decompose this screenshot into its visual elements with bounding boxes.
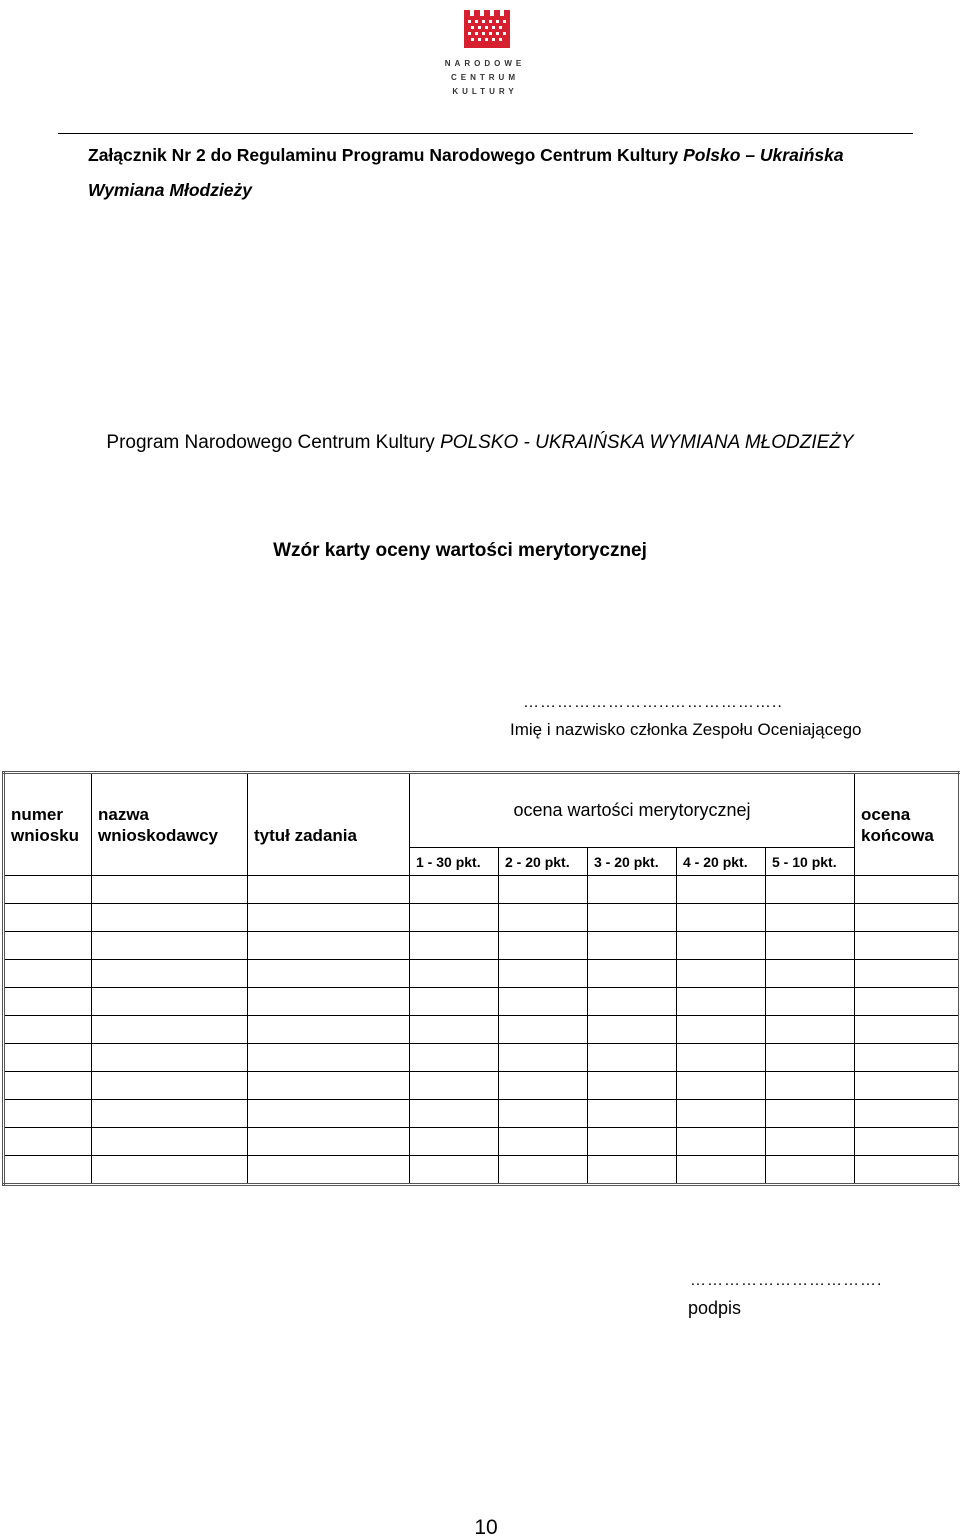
cell[interactable]	[855, 1100, 960, 1128]
cell[interactable]	[92, 988, 248, 1016]
table-row	[4, 960, 960, 988]
cell[interactable]	[248, 904, 410, 932]
cell[interactable]	[766, 988, 855, 1016]
cell[interactable]	[410, 1072, 499, 1100]
logo-line-1: NARODOWE	[444, 59, 526, 68]
cell[interactable]	[92, 960, 248, 988]
cell[interactable]	[588, 1156, 677, 1185]
cell[interactable]	[410, 932, 499, 960]
cell[interactable]	[588, 988, 677, 1016]
cell[interactable]	[855, 1044, 960, 1072]
cell[interactable]	[588, 1072, 677, 1100]
cell[interactable]	[677, 1100, 766, 1128]
header-nazwa-line2: wnioskodawcy	[98, 826, 218, 845]
cell[interactable]	[855, 988, 960, 1016]
annex-heading	[88, 138, 928, 208]
cell[interactable]	[4, 988, 92, 1016]
header-nazwa-line1: nazwa	[98, 805, 150, 824]
header-sub-2: 2 - 20 pkt.	[499, 848, 588, 876]
cell[interactable]	[677, 1044, 766, 1072]
cell[interactable]	[410, 876, 499, 904]
cell[interactable]	[588, 932, 677, 960]
table-row	[4, 1072, 960, 1100]
cell[interactable]	[766, 932, 855, 960]
cell[interactable]	[855, 932, 960, 960]
cell[interactable]	[855, 1128, 960, 1156]
cell[interactable]	[410, 988, 499, 1016]
cell[interactable]	[677, 960, 766, 988]
cell[interactable]	[588, 1044, 677, 1072]
cell[interactable]	[499, 1100, 588, 1128]
header-nazwa	[92, 773, 248, 876]
header-tytul: tytuł zadania	[248, 773, 410, 876]
table-row	[4, 932, 960, 960]
cell[interactable]	[766, 1156, 855, 1185]
cell[interactable]	[410, 1044, 499, 1072]
cell[interactable]	[410, 1128, 499, 1156]
cell[interactable]	[4, 1016, 92, 1044]
cell[interactable]	[588, 1100, 677, 1128]
cell[interactable]	[499, 960, 588, 988]
table-row	[4, 1156, 960, 1185]
header-numer-line1: numer	[11, 805, 63, 824]
cell[interactable]	[677, 904, 766, 932]
annex-italic-1: Polsko – Ukraińska	[683, 145, 844, 165]
program-title	[0, 432, 960, 454]
cell[interactable]	[766, 904, 855, 932]
program-prefix: Program Narodowego Centrum Kultury	[106, 432, 441, 453]
cell[interactable]	[92, 876, 248, 904]
signature-dots: …………………………….	[690, 1272, 883, 1289]
header-koncowa	[855, 773, 960, 876]
cell[interactable]	[499, 988, 588, 1016]
cell[interactable]	[855, 904, 960, 932]
cell[interactable]	[92, 1100, 248, 1128]
cell[interactable]	[4, 1100, 92, 1128]
table-row	[4, 904, 960, 932]
header-numer	[4, 773, 92, 876]
cell[interactable]	[248, 1156, 410, 1185]
cell[interactable]	[855, 1156, 960, 1185]
logo-line-2: CENTRUM	[451, 73, 519, 82]
cell[interactable]	[855, 960, 960, 988]
card-title: Wzór karty oceny wartości merytorycznej	[273, 540, 647, 561]
cell[interactable]	[766, 1100, 855, 1128]
header-rule	[58, 133, 913, 134]
cell[interactable]	[499, 1128, 588, 1156]
cell[interactable]	[677, 1156, 766, 1185]
cell[interactable]	[4, 1156, 92, 1185]
table-row	[4, 1128, 960, 1156]
cell[interactable]	[499, 1016, 588, 1044]
cell[interactable]	[248, 1072, 410, 1100]
cell[interactable]	[410, 1016, 499, 1044]
cell[interactable]	[92, 1128, 248, 1156]
cell[interactable]	[92, 1072, 248, 1100]
header-sub-4: 4 - 20 pkt.	[677, 848, 766, 876]
nck-logo	[420, 6, 550, 98]
cell[interactable]	[588, 960, 677, 988]
page-number: 10	[474, 1516, 498, 1539]
cell[interactable]	[4, 1044, 92, 1072]
cell[interactable]	[766, 1128, 855, 1156]
table-row	[4, 876, 960, 904]
cell[interactable]	[4, 876, 92, 904]
cell[interactable]	[677, 1128, 766, 1156]
cell[interactable]	[766, 876, 855, 904]
header-ocena-group: ocena wartości merytorycznej	[410, 773, 855, 848]
cell[interactable]	[677, 876, 766, 904]
cell[interactable]	[248, 960, 410, 988]
signature-label: podpis	[688, 1298, 742, 1318]
evaluator-label: Imię i nazwisko członka Zespołu Oceniającego	[510, 720, 862, 739]
cell[interactable]	[248, 1100, 410, 1128]
annex-italic-2: Wymiana Młodzieży	[88, 180, 253, 200]
table-row	[4, 988, 960, 1016]
cell[interactable]	[410, 904, 499, 932]
cell[interactable]	[4, 1128, 92, 1156]
nck-logo-mark-icon	[420, 6, 550, 58]
cell[interactable]	[766, 1044, 855, 1072]
evaluator-dots: ……………………..………………..	[523, 694, 783, 711]
cell[interactable]	[92, 904, 248, 932]
cell[interactable]	[248, 932, 410, 960]
cell[interactable]	[92, 1016, 248, 1044]
cell[interactable]	[677, 932, 766, 960]
cell[interactable]	[499, 1072, 588, 1100]
logo-line-3: KULTURY	[452, 87, 518, 96]
cell[interactable]	[248, 1044, 410, 1072]
cell[interactable]	[499, 932, 588, 960]
cell[interactable]	[499, 904, 588, 932]
header-sub-3: 3 - 20 pkt.	[588, 848, 677, 876]
cell[interactable]	[4, 932, 92, 960]
cell[interactable]	[410, 1100, 499, 1128]
cell[interactable]	[588, 876, 677, 904]
header-numer-line2: wniosku	[11, 826, 80, 845]
cell[interactable]	[4, 1072, 92, 1100]
cell[interactable]	[248, 1128, 410, 1156]
header-koncowa-line2: końcowa	[861, 826, 934, 845]
cell[interactable]	[677, 988, 766, 1016]
cell[interactable]	[410, 960, 499, 988]
cell[interactable]	[410, 1156, 499, 1185]
cell[interactable]	[677, 1072, 766, 1100]
cell[interactable]	[248, 988, 410, 1016]
cell[interactable]	[855, 1016, 960, 1044]
cell[interactable]	[855, 876, 960, 904]
cell[interactable]	[499, 1156, 588, 1185]
evaluation-table	[2, 771, 958, 1184]
cell[interactable]	[677, 1016, 766, 1044]
cell[interactable]	[766, 1016, 855, 1044]
cell[interactable]	[4, 904, 92, 932]
table-row	[4, 1016, 960, 1044]
cell[interactable]	[766, 1072, 855, 1100]
table-row	[4, 1100, 960, 1128]
cell[interactable]	[766, 960, 855, 988]
cell[interactable]	[92, 1156, 248, 1185]
program-italic: POLSKO - UKRAIŃSKA WYMIANA MŁODZIEŻY	[440, 432, 854, 453]
header-sub-5: 5 - 10 pkt.	[766, 848, 855, 876]
cell[interactable]	[4, 960, 92, 988]
cell[interactable]	[855, 1072, 960, 1100]
table-body	[4, 876, 960, 1185]
cell[interactable]	[588, 1128, 677, 1156]
cell[interactable]	[499, 1044, 588, 1072]
table-row	[4, 1044, 960, 1072]
header-sub-1: 1 - 30 pkt.	[410, 848, 499, 876]
cell[interactable]	[588, 904, 677, 932]
cell[interactable]	[588, 1016, 677, 1044]
cell[interactable]	[92, 932, 248, 960]
annex-prefix: Załącznik Nr 2 do Regulaminu Programu Narodowego Centrum Kultury	[88, 145, 684, 165]
cell[interactable]	[248, 1016, 410, 1044]
header-koncowa-line1: ocena	[861, 805, 911, 824]
cell[interactable]	[92, 1044, 248, 1072]
cell[interactable]	[248, 876, 410, 904]
cell[interactable]	[499, 876, 588, 904]
